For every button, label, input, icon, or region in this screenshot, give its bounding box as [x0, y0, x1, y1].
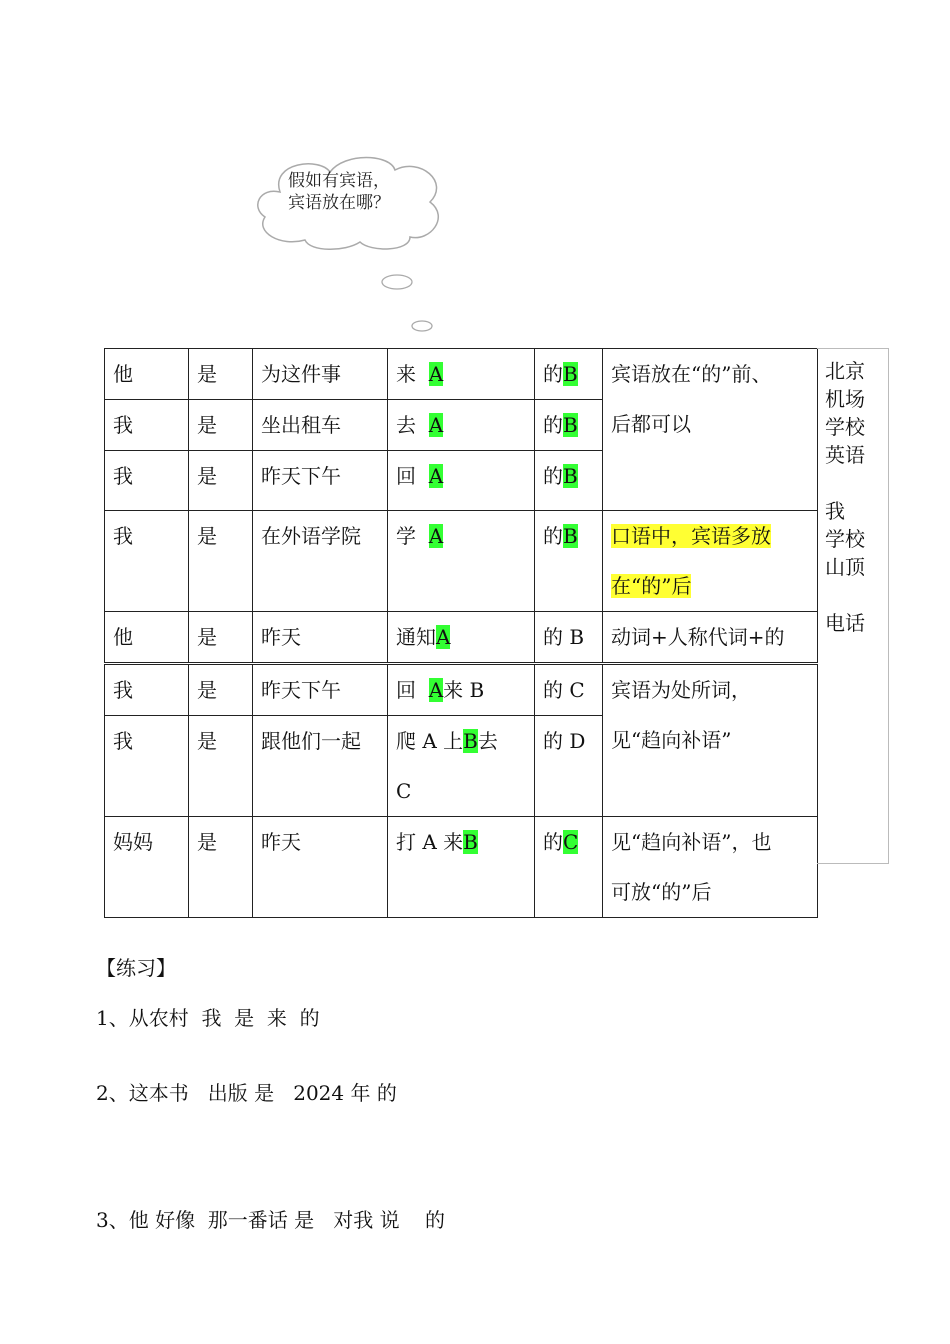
bubble-text: 假如有宾语，宾语放在哪？ — [288, 171, 390, 213]
subject-cell: 我 — [113, 464, 133, 488]
subject-cell: 我 — [113, 524, 133, 548]
de-text: 的 — [543, 524, 563, 548]
verb-text: 来 — [396, 362, 423, 386]
subject-cell: 我 — [113, 678, 133, 702]
note-text: 后都可以 — [611, 412, 691, 436]
table-row — [105, 817, 818, 918]
side-word: 学校 — [825, 527, 865, 551]
de-text: 的 — [543, 362, 563, 386]
verb-text: 爬 A 上 — [396, 729, 464, 753]
de-text: 的 — [543, 830, 563, 854]
note-text: 动词+人称代词+的 — [611, 625, 785, 649]
verb-text: 去 — [396, 413, 423, 437]
practice-question-2: 2、这本书 出版 是 2024 年 的 — [96, 1081, 397, 1105]
verb-cell: 是 — [197, 678, 217, 702]
object-marker: B — [463, 729, 478, 753]
verb-cell: 是 — [197, 625, 217, 649]
verb-text: 去 — [477, 729, 498, 753]
object-marker: B — [563, 524, 578, 548]
vocabulary-sidebox — [817, 348, 889, 864]
verb-text: 来 B — [443, 678, 485, 702]
note-text: 宾语放在“的”前、 — [611, 362, 772, 386]
verb-cell: 是 — [197, 830, 217, 854]
side-word: 北京 — [825, 359, 865, 383]
object-marker: A — [436, 625, 451, 649]
de-text: 的 — [543, 413, 563, 437]
verb-cell: 是 — [197, 729, 217, 753]
de-text: 的 — [543, 464, 563, 488]
verb-cell: 是 — [197, 413, 217, 437]
verb-text: C — [396, 779, 412, 803]
side-word: 我 — [825, 499, 845, 523]
object-marker: C — [563, 830, 579, 854]
adverbial-cell: 昨天 — [261, 625, 301, 649]
note-text: 口语中，宾语多放 — [611, 524, 771, 548]
note-text: 在“的”后 — [611, 574, 692, 598]
side-word: 山顶 — [825, 555, 865, 579]
side-word: 英语 — [825, 443, 865, 467]
verb-cell: 是 — [197, 464, 217, 488]
object-marker: B — [563, 362, 578, 386]
note-text: 见“趋向补语” — [611, 728, 732, 752]
practice-heading: 【练习】 — [96, 956, 176, 980]
table-row — [105, 612, 818, 664]
table-row — [105, 664, 818, 716]
note-text: 宾语为处所词， — [611, 678, 751, 702]
verb-text: 回 — [396, 678, 423, 702]
adverbial-cell: 昨天 — [261, 830, 301, 854]
grammar-table — [104, 348, 818, 918]
subject-cell: 他 — [113, 625, 133, 649]
adverbial-cell: 跟他们一起 — [261, 729, 361, 753]
object-marker: B — [563, 464, 578, 488]
practice-question-3: 3、他 好像 那一番话 是 对我 说 的 — [96, 1208, 446, 1232]
verb-text: 学 — [396, 524, 423, 548]
object-marker: B — [563, 413, 578, 437]
adverbial-cell: 在外语学院 — [261, 524, 361, 548]
verb-text: 回 — [396, 464, 423, 488]
object-marker: A — [428, 362, 444, 386]
de-text: 的 D — [543, 729, 586, 753]
verb-cell: 是 — [197, 362, 217, 386]
object-marker: B — [463, 830, 478, 854]
object-marker: A — [428, 524, 444, 548]
note-text: 可放“的”后 — [611, 880, 712, 904]
table-row — [105, 511, 818, 612]
side-word: 机场 — [825, 387, 865, 411]
verb-cell: 是 — [197, 524, 217, 548]
subject-cell: 他 — [113, 362, 133, 386]
adverbial-cell: 为这件事 — [261, 362, 341, 386]
adverbial-cell: 昨天下午 — [261, 678, 341, 702]
verb-text: 通知 — [396, 625, 436, 649]
side-word: 学校 — [825, 415, 865, 439]
practice-question-1: 1、从农村 我 是 来 的 — [96, 1006, 320, 1030]
subject-cell: 我 — [113, 729, 133, 753]
verb-text: 打 A 来 — [396, 830, 464, 854]
object-marker: A — [428, 678, 444, 702]
de-text: 的 C — [543, 678, 585, 702]
de-text: 的 B — [543, 625, 585, 649]
subject-cell: 妈妈 — [113, 830, 153, 854]
subject-cell: 我 — [113, 413, 133, 437]
table-row — [105, 349, 818, 400]
note-text: 见“趋向补语”，也 — [611, 830, 772, 854]
object-marker: A — [428, 413, 444, 437]
adverbial-cell: 昨天下午 — [261, 464, 341, 488]
object-marker: A — [428, 464, 444, 488]
side-word: 电话 — [825, 611, 865, 635]
adverbial-cell: 坐出租车 — [261, 413, 341, 437]
